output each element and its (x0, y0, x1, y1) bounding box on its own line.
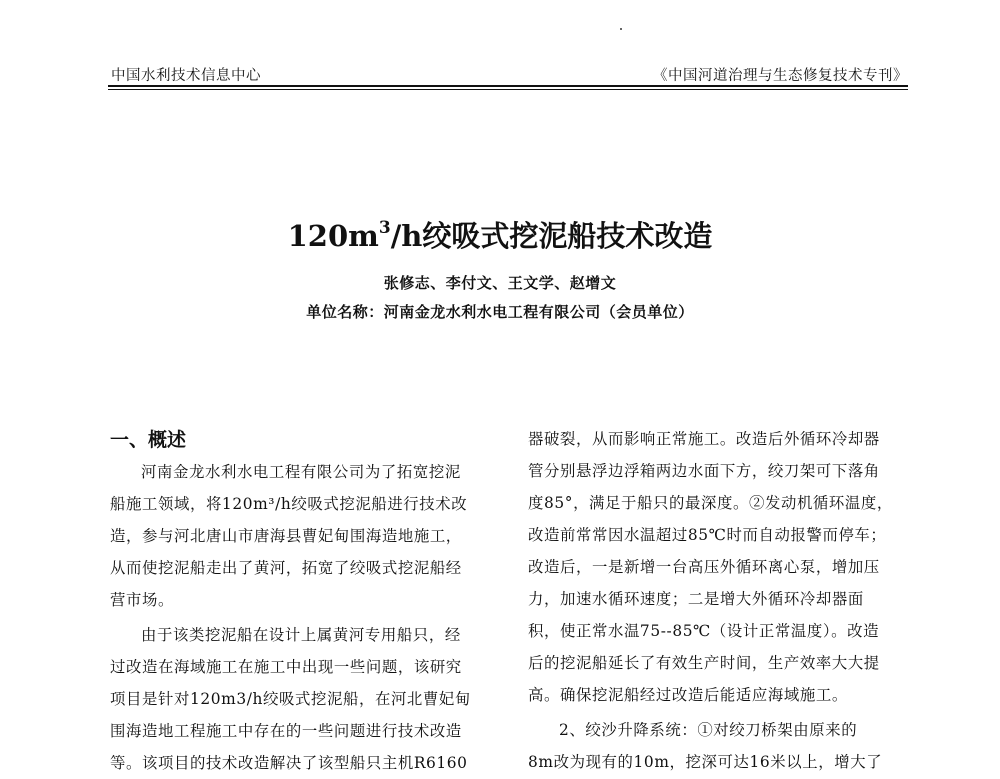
left-column (110, 456, 495, 779)
title-superscript: 3 (378, 218, 391, 239)
text-line: 力，加速水循环速度；二是增大外循环冷却器面 (528, 590, 864, 608)
text-line: 造，参与河北唐山市唐海县曹妃甸围海造地施工， (110, 527, 462, 545)
text-line: 围海造地工程施工中存在的一些问题进行技术改造 (110, 722, 462, 740)
affiliation: 单位名称：河南金龙水利水电工程有限公司（会员单位） (306, 303, 694, 321)
text-line: 后的挖泥船延长了有效生产时间，生产效率大大提 (528, 654, 880, 672)
article-title (0, 214, 1000, 255)
text-line: 改造后，一是新增一台高压外循环离心泵，增加压 (528, 558, 880, 576)
text-line: 度85°，满足于船只的最深度。②发动机循环温度， (528, 494, 893, 512)
author-list: 张修志、李付文、王文学、赵增文 (383, 274, 617, 292)
text-line: 项目是针对120m3/h绞吸式挖泥船，在河北曹妃甸 (110, 690, 471, 708)
text-line: 8m改为现有的10m，挖深可达16米以上，增大了 (528, 753, 883, 771)
running-header-right: 《中国河道治理与生态修复技术专刊》 (653, 68, 908, 84)
text-line: 器破裂，从而影响正常施工。改造后外循环冷却器 (528, 430, 880, 448)
text-line: 2、绞沙升降系统：①对绞刀桥架由原来的 (559, 721, 858, 739)
text-line: 管分别悬浮边浮箱两边水面下方，绞刀架可下落角 (528, 462, 880, 480)
text-line: 积，使正常水温75--85℃（设计正常温度）。改造 (528, 622, 880, 640)
header-rule-thin (108, 89, 908, 90)
text-line: 由于该类挖泥船在设计上属黄河专用船只，经 (141, 626, 461, 644)
text-line: 等。该项目的技术改造解决了该型船只主机R6160 (110, 754, 468, 772)
running-header-left: 中国水利技术信息中心 (111, 68, 261, 84)
text-line: 改造前常常因水温超过85℃时而自动报警而停车； (528, 526, 887, 544)
title-prefix: 120m (287, 219, 379, 253)
text-line: 过改造在海域施工在施工中出现一些问题，该研究 (110, 658, 462, 676)
text-line: 河南金龙水利水电工程有限公司为了拓宽挖泥 (141, 463, 461, 481)
text-line: 营市场。 (110, 591, 174, 609)
header-rule (108, 85, 908, 87)
text-line: 从而使挖泥船走出了黄河，拓宽了绞吸式挖泥船经 (110, 559, 462, 577)
text-line: 高。确保挖泥船经过改造后能适应海域施工。 (528, 686, 848, 704)
right-column (528, 423, 913, 778)
title-suffix: /h绞吸式挖泥船技术改造 (390, 219, 713, 253)
scan-speck (620, 28, 622, 30)
text-line: 船施工领域，将120m³/h绞吸式挖泥船进行技术改 (110, 495, 468, 513)
section-heading: 一、概述 (110, 429, 187, 451)
